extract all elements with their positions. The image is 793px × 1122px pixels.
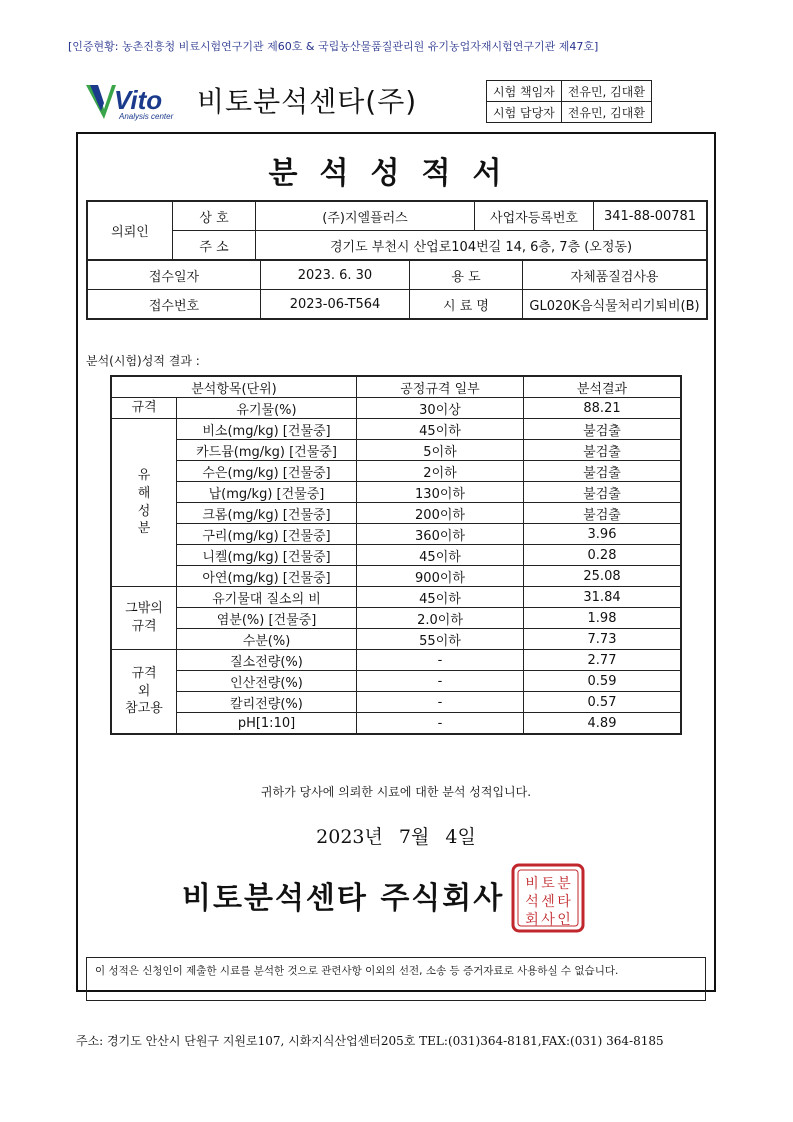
spec-cell: - [357,671,524,692]
table-row [111,713,681,735]
svg-text:회: 회 [525,912,539,928]
vito-logo [86,83,178,121]
result-cell: 0.57 [524,692,682,713]
table-row [111,461,681,482]
company-signature: 비토분석센타 주식회사 [182,881,505,916]
table-row [487,81,652,102]
result-cell: 7.73 [524,629,682,650]
result-cell: 1.98 [524,608,682,629]
responsible-label: 시험 담당자 [487,102,562,123]
item-cell: 질소전량(%) [177,650,357,671]
responsible-value: 전유민, 김대환 [561,81,651,102]
result-cell: 불검출 [524,440,682,461]
receipt-use: 자체품질검사용 [523,260,708,290]
table-row [111,524,681,545]
company-title: 비토분석센타(주) [197,85,418,118]
table-row [111,482,681,503]
spec-cell: - [357,692,524,713]
responsible-label: 시험 책임자 [487,81,562,102]
category-cell: 유 해 성 분 [111,419,177,587]
result-cell: 불검출 [524,419,682,440]
item-cell: 크롬(mg/kg) [건물중] [177,503,357,524]
header-item: 분석항목(단위) [111,376,357,398]
table-row [111,419,681,440]
receipt-no-label: 접수번호 [87,290,261,320]
result-cell: 0.28 [524,545,682,566]
spec-cell: 900이하 [357,566,524,587]
result-cell: 3.96 [524,524,682,545]
result-cell: 31.84 [524,587,682,608]
responsible-table [486,80,652,123]
category-cell: 규격 [111,398,177,419]
client-address: 경기도 부천시 산업로104번길 14, 6층, 7층 (오정동) [256,231,708,261]
svg-text:인: 인 [557,912,571,928]
item-cell: 염분(%) [건물중] [177,608,357,629]
svg-text:센: 센 [541,894,555,910]
disclaimer-box: 이 성적은 신청인이 제출한 시료를 분석한 것으로 관련사항 이외의 선전, 소송 등 증거자료로 사용하실 수 없습니다. [86,957,706,1001]
receipt-date-label: 접수일자 [87,260,261,290]
item-cell: 인산전량(%) [177,671,357,692]
category-cell: 규격 외 참고용 [111,650,177,735]
receipt-use-label: 용 도 [410,260,523,290]
result-cell: 불검출 [524,461,682,482]
table-row [111,566,681,587]
client-name-label: 상 호 [173,201,256,231]
spec-cell: 45이하 [357,419,524,440]
table-row [111,587,681,608]
table-row [87,290,707,320]
spec-cell: 45이하 [357,545,524,566]
table-row [111,545,681,566]
spec-cell: 2.0이하 [357,608,524,629]
receipt-sample: GL020K음식물처리기퇴비(B) [523,290,708,320]
client-group-label: 의뢰인 [87,201,173,260]
item-cell: 유기물대 질소의 비 [177,587,357,608]
item-cell: 칼리전량(%) [177,692,357,713]
receipt-date: 2023. 6. 30 [261,260,410,290]
item-cell: 수분(%) [177,629,357,650]
category-cell: 그밖의 규격 [111,587,177,650]
spec-cell: 360이하 [357,524,524,545]
spec-cell: 2이하 [357,461,524,482]
logo-sub: Analysis center [119,112,174,121]
spec-cell: - [357,713,524,735]
document-title: 분석성적서 [268,156,524,191]
receipt-no: 2023-06-T564 [261,290,410,320]
item-cell: 니켈(mg/kg) [건물중] [177,545,357,566]
result-cell: 불검출 [524,503,682,524]
item-cell: 수은(mg/kg) [건물중] [177,461,357,482]
header-result: 분석결과 [524,376,682,398]
table-row [111,692,681,713]
result-cell: 25.08 [524,566,682,587]
item-cell: 카드뮴(mg/kg) [건물중] [177,440,357,461]
table-row [87,260,707,290]
table-header-row [111,376,681,398]
svg-text:비: 비 [525,876,539,892]
closing-statement: 귀하가 당사에 의뢰한 시료에 대한 분석 성적입니다. [260,785,532,799]
table-row [111,650,681,671]
receipt-sample-label: 시 료 명 [410,290,523,320]
company-seal [510,862,586,934]
spec-cell: - [357,650,524,671]
receipt-table [86,259,708,320]
certification-line: [인증현황: 농촌진흥청 비료시험연구기관 제60호 & 국립농산물품질관리원 유기농업자재시험연구기관 제47호] [68,40,599,53]
item-cell: 납(mg/kg) [건물중] [177,482,357,503]
client-reg-no: 341-88-00781 [594,201,708,231]
client-name: (주)지엘플러스 [256,201,475,231]
spec-cell: 30이상 [357,398,524,419]
spec-cell: 130이하 [357,482,524,503]
header-spec: 공정규격 일부 [357,376,524,398]
item-cell: pH[1:10] [177,713,357,735]
result-cell: 0.59 [524,671,682,692]
item-cell: 유기물(%) [177,398,357,419]
client-addr-label: 주 소 [173,231,256,261]
spec-cell: 55이하 [357,629,524,650]
results-table [110,375,682,735]
result-cell: 4.89 [524,713,682,735]
client-table [86,200,708,261]
table-row [111,629,681,650]
table-row [111,440,681,461]
table-row [87,201,707,231]
logo-name: Vito [114,85,163,115]
result-cell: 불검출 [524,482,682,503]
result-cell: 88.21 [524,398,682,419]
svg-text:석: 석 [525,894,539,910]
svg-text:타: 타 [557,894,571,910]
svg-text:분: 분 [557,876,571,892]
footer-address: 주소: 경기도 안산시 단원구 지원로107, 시화지식산업센터205호 TEL:(031)364-8181,FAX:(031) 364-8185 [76,1034,664,1048]
svg-text:토: 토 [541,876,555,892]
item-cell: 아연(mg/kg) [건물중] [177,566,357,587]
spec-cell: 5이하 [357,440,524,461]
item-cell: 비소(mg/kg) [건물중] [177,419,357,440]
svg-text:사: 사 [541,912,555,928]
table-row [111,671,681,692]
results-label: 분석(시험)성적 결과 : [86,354,200,368]
client-reg-label: 사업자등록번호 [475,201,594,231]
issue-date: 2023년 7월 4일 [316,826,476,848]
result-cell: 2.77 [524,650,682,671]
table-row [111,608,681,629]
item-cell: 구리(mg/kg) [건물중] [177,524,357,545]
responsible-value: 전유민, 김대환 [561,102,651,123]
spec-cell: 200이하 [357,503,524,524]
table-row [111,503,681,524]
spec-cell: 45이하 [357,587,524,608]
table-row [111,398,681,419]
table-row [487,102,652,123]
table-row [87,231,707,261]
